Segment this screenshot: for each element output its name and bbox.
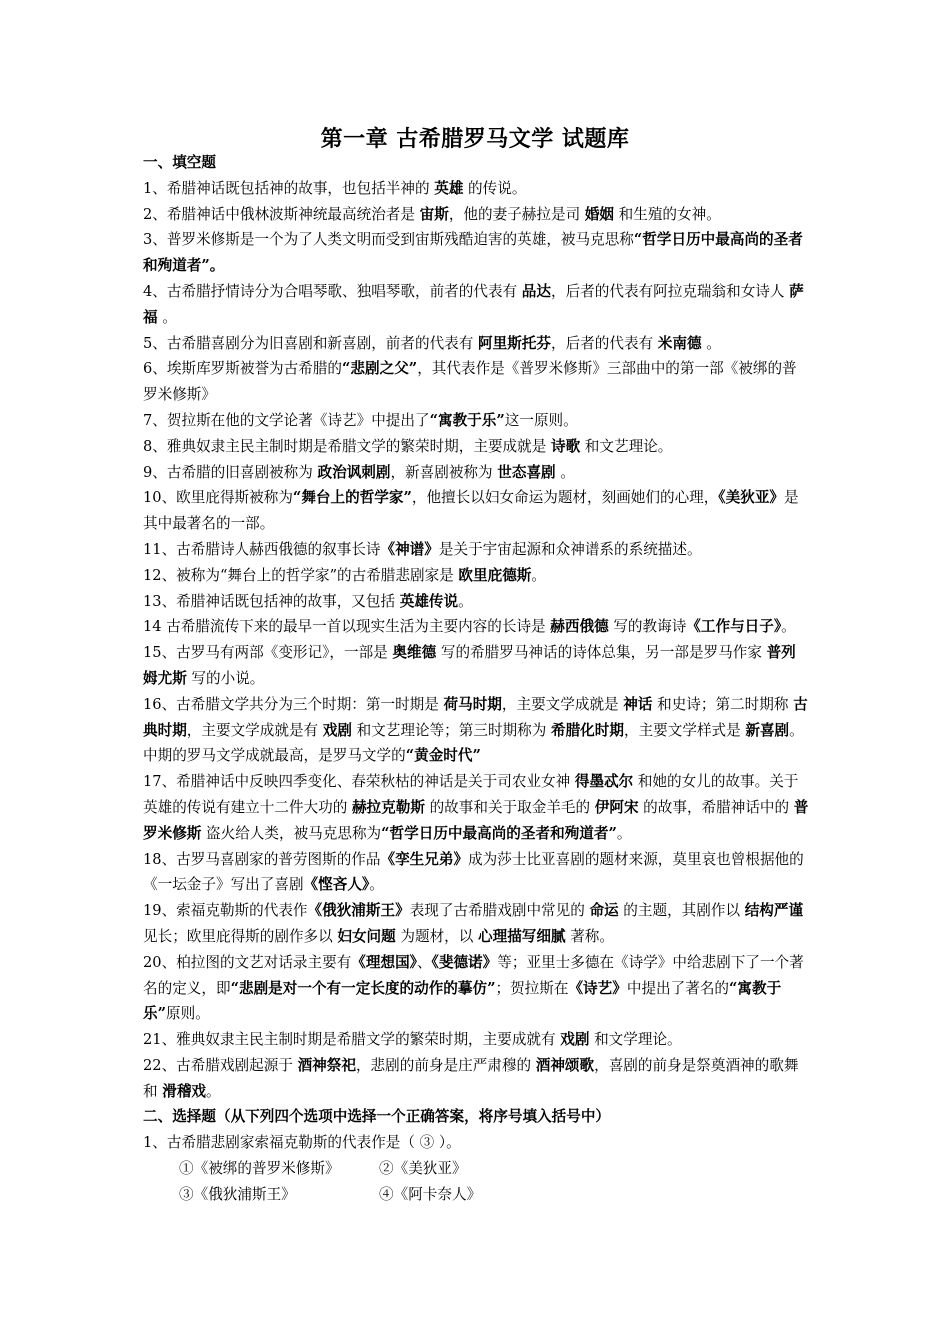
answer-text: 戏剧 <box>560 1031 590 1049</box>
fill-in-question <box>143 434 809 460</box>
question-text: 1、希腊神话既包括神的故事，也包括半神的 <box>143 179 435 197</box>
question-text: 和文艺理论。 <box>580 437 673 455</box>
question-text: ，后者的代表有阿拉克瑞翁和女诗人 <box>550 282 790 300</box>
question-text: 。 <box>616 824 632 842</box>
answer-text: 伊阿宋 <box>594 798 639 816</box>
question-text: 。 <box>781 618 796 636</box>
question-text: 14 古希腊流传下来的最早一首以现实生活为主要内容的长诗是 <box>143 618 551 636</box>
question-text: 成为莎士比亚喜剧的题材来源，莫里哀也曾根据他的《一坛金子》写出了喜剧 <box>143 850 804 894</box>
question-text: 11、古希腊诗人赫西俄德的叙事长诗 <box>143 540 381 558</box>
section-heading-fill-in: 一、填空题 <box>143 154 216 171</box>
answer-text: 得墨忒尔 <box>574 773 634 791</box>
answer-text: 宙斯 <box>419 205 449 223</box>
fill-in-question <box>143 356 809 408</box>
answer-text: 酒神祭祀 <box>297 1056 356 1074</box>
question-text: 6、埃斯库罗斯被誉为古希腊的 <box>143 360 343 378</box>
choice-option: ②《美狄亚》 <box>379 1160 467 1178</box>
answer-text: “寓教于乐” <box>429 411 505 429</box>
question-text: ；贺拉斯在 <box>495 979 569 997</box>
fill-in-question <box>143 769 809 846</box>
choice-question: 1、古希腊悲剧家索福克勒斯的代表作是（ ③ ）。 <box>143 1134 461 1152</box>
fill-in-question <box>143 460 809 486</box>
answer-text: 英雄传说 <box>399 592 459 610</box>
answer-text: 神话 <box>623 695 653 713</box>
question-text: 。 <box>531 566 547 584</box>
question-text: 是关于宇宙起源和众神谱系的系统描述。 <box>438 540 702 558</box>
fill-in-question <box>143 898 809 950</box>
question-text: ，喜剧的前身是祭奠酒神的歌舞和 <box>143 1056 799 1100</box>
question-text: ，他的妻子赫拉是司 <box>448 205 585 223</box>
fill-in-question <box>143 1027 809 1053</box>
answer-text: 普罗米修斯 <box>143 798 809 842</box>
question-text: 和生殖的女神。 <box>614 205 721 223</box>
question-text: 的传说。 <box>463 179 527 197</box>
answer-text: 《理想国》 <box>351 953 417 971</box>
answer-text: 英雄 <box>434 179 464 197</box>
question-text: 18、古罗马喜剧家的普劳图斯的作品 <box>143 850 381 868</box>
question-text: 20、柏拉图的文艺对话录主要有 <box>143 953 352 971</box>
question-text: 的主题，其剧作以 <box>618 902 745 920</box>
question-text: 15、古罗马有两部《变形记》，一部是 <box>143 644 393 662</box>
answer-text: “悲剧之父” <box>342 360 418 378</box>
answer-text: 《孪生兄弟》 <box>380 850 469 868</box>
question-text: 写的希腊罗马神话的诗体总集，另一部是罗马作家 <box>436 644 767 662</box>
answer-text: “黄金时代” <box>405 747 481 765</box>
fill-in-question <box>143 202 809 228</box>
answer-text: 普列姆尤斯 <box>143 644 796 687</box>
question-text: ，新喜剧被称为 <box>390 463 498 481</box>
fill-in-question <box>143 331 809 357</box>
answer-text: 命运 <box>589 902 619 920</box>
fill-in-question <box>143 950 809 1027</box>
answer-text: 《诗艺》 <box>568 979 627 997</box>
question-text: 7、贺拉斯在他的文学论著《诗艺》中提出了 <box>143 411 430 429</box>
answer-text: 《悭吝人》 <box>303 876 370 894</box>
answer-text: 荷马时期 <box>443 695 502 713</box>
fill-in-question <box>143 563 809 589</box>
answer-text: 诗歌 <box>550 437 581 455</box>
question-text: 。 <box>369 876 384 894</box>
question-text: 16、古希腊文学共分为三个时期：第一时期是 <box>143 695 444 713</box>
page-title: 第一章 古希腊罗马文学 试题库 <box>320 126 630 152</box>
answer-text: 古典时期 <box>143 695 808 739</box>
question-text: 和她的女儿的故事。关于英雄的传说有建立十二件大功的 <box>143 773 799 816</box>
question-text: 4、古希腊抒情诗分为合唱琴歌、独唱琴歌，前者的代表有 <box>143 282 522 300</box>
question-text: 中提出了著名的 <box>626 979 730 997</box>
choice-options-row-2 <box>143 1182 809 1208</box>
choice-options-row-1 <box>143 1156 809 1182</box>
question-text: 和文艺理论等；第三时期称为 <box>351 721 551 739</box>
question-text: 。 <box>701 334 721 352</box>
question-text: 写的教诲诗 <box>608 618 687 636</box>
document-body <box>143 150 809 1208</box>
question-text: 。 <box>206 1082 221 1100</box>
question-text: 和史诗；第二时期称 <box>652 695 794 713</box>
question-text: 2、希腊神话中俄林波斯神统最高统治者是 <box>143 205 420 223</box>
question-text: 17、希腊神话中反映四季变化、春荣秋枯的神话是关于司农业女神 <box>143 773 575 791</box>
question-text: ，主要文学成就是 <box>501 695 624 713</box>
fill-in-question <box>143 589 809 615</box>
answer-text: 滑稽戏 <box>162 1082 207 1100</box>
question-text: 、 <box>416 953 432 971</box>
question-text: 19、索福克勒斯的代表作 <box>143 902 308 920</box>
question-text: 和文学理论。 <box>589 1031 682 1049</box>
question-text: ，主要文学成就是有 <box>186 721 323 739</box>
question-text: ，悲剧的前身是庄严肃穆的 <box>355 1056 536 1074</box>
question-text: 的故事和关于取金羊毛的 <box>424 798 595 816</box>
section-heading-choice: 二、选择题（从下列四个选项中选择一个正确答案，将序号填入括号中） <box>143 1108 611 1126</box>
answer-text: 政治讽刺剧 <box>317 463 391 481</box>
question-text: 13、希腊神话既包括神的故事，又包括 <box>143 592 400 610</box>
fill-in-question <box>143 1053 809 1105</box>
question-text: 9、古希腊的旧喜剧被称为 <box>143 463 318 481</box>
question-text: 。 <box>157 308 177 326</box>
answer-text: 《俄狄浦斯王》 <box>307 902 410 920</box>
answer-text: 《工作与日子》 <box>686 618 782 636</box>
answer-text: 《神谱》 <box>380 540 439 558</box>
answer-text: 米南德 <box>657 334 702 352</box>
answer-text: 阿里斯托芬 <box>478 334 551 352</box>
question-text: 21、雅典奴隶主民主制时期是希腊文学的繁荣时期，主要成就有 <box>143 1031 561 1049</box>
question-text: 5、古希腊喜剧分为旧喜剧和新喜剧，前者的代表有 <box>143 334 478 352</box>
choice-option: ①《被绑的普罗米修斯》 <box>179 1160 340 1178</box>
question-text: 22、古希腊戏剧起源于 <box>143 1056 298 1074</box>
choice-option: ③《俄狄浦斯王》 <box>179 1185 296 1203</box>
answer-text: 酒神颂歌 <box>535 1056 595 1074</box>
question-text: 表现了古希腊戏剧中常见的 <box>409 902 590 920</box>
question-text: ，其代表作是《普罗米修斯》三部曲中的第一部《被绑的普罗米修斯》 <box>143 360 797 404</box>
question-text: 的故事，希腊神话中的 <box>638 798 794 816</box>
answer-text: “悲剧是对一个有一定长度的动作的摹仿” <box>230 979 496 997</box>
choice-option: ④《阿卡奈人》 <box>379 1185 482 1203</box>
question-text: 。中期的罗马文学成就最高，是罗马文学的 <box>143 721 804 765</box>
question-text: 8、雅典奴隶主民主制时期是希腊文学的繁荣时期，主要成就是 <box>143 437 551 455</box>
question-text: ，主要文学样式是 <box>623 721 746 739</box>
answer-text: 世态喜剧 <box>497 463 556 481</box>
answer-text: 奥维德 <box>392 644 437 662</box>
answer-text: “舞台上的哲学家” <box>292 489 412 507</box>
fill-in-question <box>143 227 809 279</box>
answer-text: 心理描写细腻 <box>478 927 566 945</box>
question-text: 原则。 <box>166 1005 210 1023</box>
question-text: 盗火给人类，被马克思称为 <box>201 824 382 842</box>
question-text: 12、被称为“舞台上的哲学家”的古希腊悲剧家是 <box>143 566 459 584</box>
question-text: 是其中最著名的一部。 <box>143 489 799 533</box>
question-text: 这一原则。 <box>504 411 578 429</box>
question-text: 3、普罗米修斯是一个为了人类文明而受到宙斯残酷迫害的英雄，被马克思称 <box>143 231 634 249</box>
question-text: ，他擅长以妇女命运为题材，刻画她们的心理， <box>411 489 719 507</box>
answer-text: 结构严谨 <box>744 902 804 920</box>
answer-text: 欧里庇德斯 <box>458 566 532 584</box>
answer-text: “寓教于乐” <box>143 979 782 1023</box>
answer-text: 戏剧 <box>322 721 352 739</box>
answer-text: “哲学日历中最高尚的圣者和殉道者” <box>381 824 617 842</box>
answer-text: “哲学日历中最高尚的圣者和殉道者”。 <box>143 231 803 275</box>
answer-text: 《斐德诺》 <box>431 953 498 971</box>
question-text: 10、欧里庇得斯被称为 <box>143 489 293 507</box>
fill-in-question <box>143 692 809 769</box>
answer-text: 品达 <box>521 282 551 300</box>
fill-in-question <box>143 176 809 202</box>
answer-text: 妇女问题 <box>337 927 396 945</box>
question-text: 。 <box>458 592 473 610</box>
fill-in-question-list <box>143 176 809 1105</box>
answer-text: 《美狄亚》 <box>718 489 785 507</box>
question-text: ，后者的代表有 <box>550 334 658 352</box>
fill-in-question <box>143 279 809 331</box>
fill-in-question <box>143 640 809 692</box>
answer-text: 赫拉克勒斯 <box>351 798 425 816</box>
fill-in-question <box>143 847 809 899</box>
answer-text: 婚姻 <box>584 205 615 223</box>
fill-in-question <box>143 537 809 563</box>
question-text: 。 <box>555 463 575 481</box>
question-text: 等；亚里士多德在《诗学》中给悲剧下了一个著名的定义，即 <box>143 953 804 997</box>
answer-text: 赫西俄德 <box>550 618 609 636</box>
answer-text: 新喜剧 <box>745 721 790 739</box>
answer-text: 萨福 <box>143 282 804 326</box>
question-text: 写的小说。 <box>186 669 265 687</box>
question-text: 著称。 <box>565 927 614 945</box>
question-text: 见长；欧里庇得斯的剧作多以 <box>143 927 338 945</box>
question-text: 为题材，以 <box>395 927 478 945</box>
answer-text: 希腊化时期 <box>550 721 624 739</box>
fill-in-question <box>143 485 809 537</box>
fill-in-question <box>143 408 809 434</box>
fill-in-question <box>143 614 809 640</box>
